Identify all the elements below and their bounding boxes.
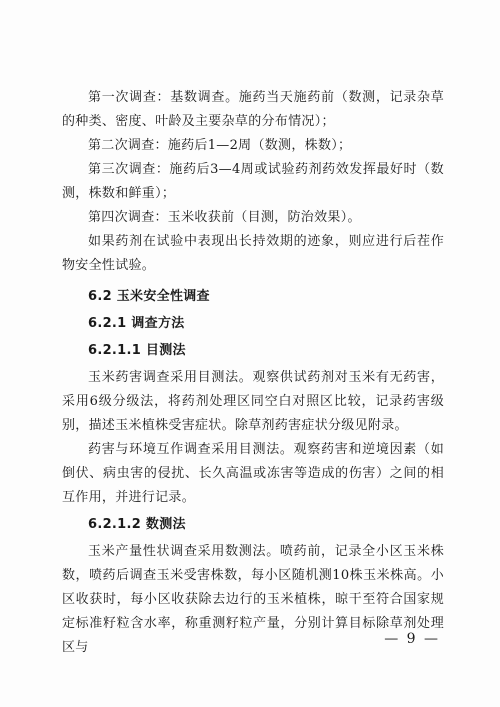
- paragraph-count-method: 玉米产量性状调查采用数测法。喷药前，记录全小区玉米株数，喷药后调查玉米受害株数，每小区随机测10株玉米株高。小区收获时，每小区收获除去边行的玉米植株，晾干至符合国家规定标准籽粒含水率，称重测籽粒产量，分别计算目标除草剂处理区与: [62, 544, 444, 655]
- paragraph-first-survey: 第一次调查：基数调查。施药当天施药前（数测，记录杂草的种类、密度、叶龄及主要杂草的分布情况）；: [62, 90, 444, 129]
- section-heading-6-2-1-2: 6.2.1.2 数测法: [88, 517, 186, 532]
- paragraph-third-survey: 第三次调查：施药后3—4周或试验药剂药效发挥最好时（数测，株数和鲜重）；: [62, 162, 444, 201]
- page-content: [62, 86, 444, 660]
- paragraph-persistence-note: 如果药剂在试验中表现出长持效期的迹象，则应进行后茬作物安全性试验。: [62, 234, 444, 273]
- section-heading-6-2-1-1: 6.2.1.1 目测法: [88, 343, 186, 358]
- section-heading-6-2-1: 6.2.1 调查方法: [88, 316, 185, 331]
- paragraph-second-survey: 第二次调查：施药后1—2周（数测，株数）；: [88, 138, 352, 153]
- section-heading-6-2: 6.2 玉米安全性调查: [88, 289, 210, 304]
- page-number: — 9 —: [384, 631, 440, 647]
- paragraph-environment-interaction: 药害与环境互作调查采用目测法。观察药害和逆境因素（如倒伏、病虫害的侵扰、长久高温或冻害等造成的伤害）之间的相互作用，并进行记录。: [62, 442, 444, 505]
- paragraph-fourth-survey: 第四次调查：玉米收获前（目测，防治效果）。: [88, 210, 361, 225]
- paragraph-visual-method: 玉米药害调查采用目测法。观察供试药剂对玉米有无药害，采用6级分级法，将药剂处理区同空白对照区比较，记录药害级别，描述玉米植株受害症状。除草剂药害症状分级见附录。: [62, 370, 444, 433]
